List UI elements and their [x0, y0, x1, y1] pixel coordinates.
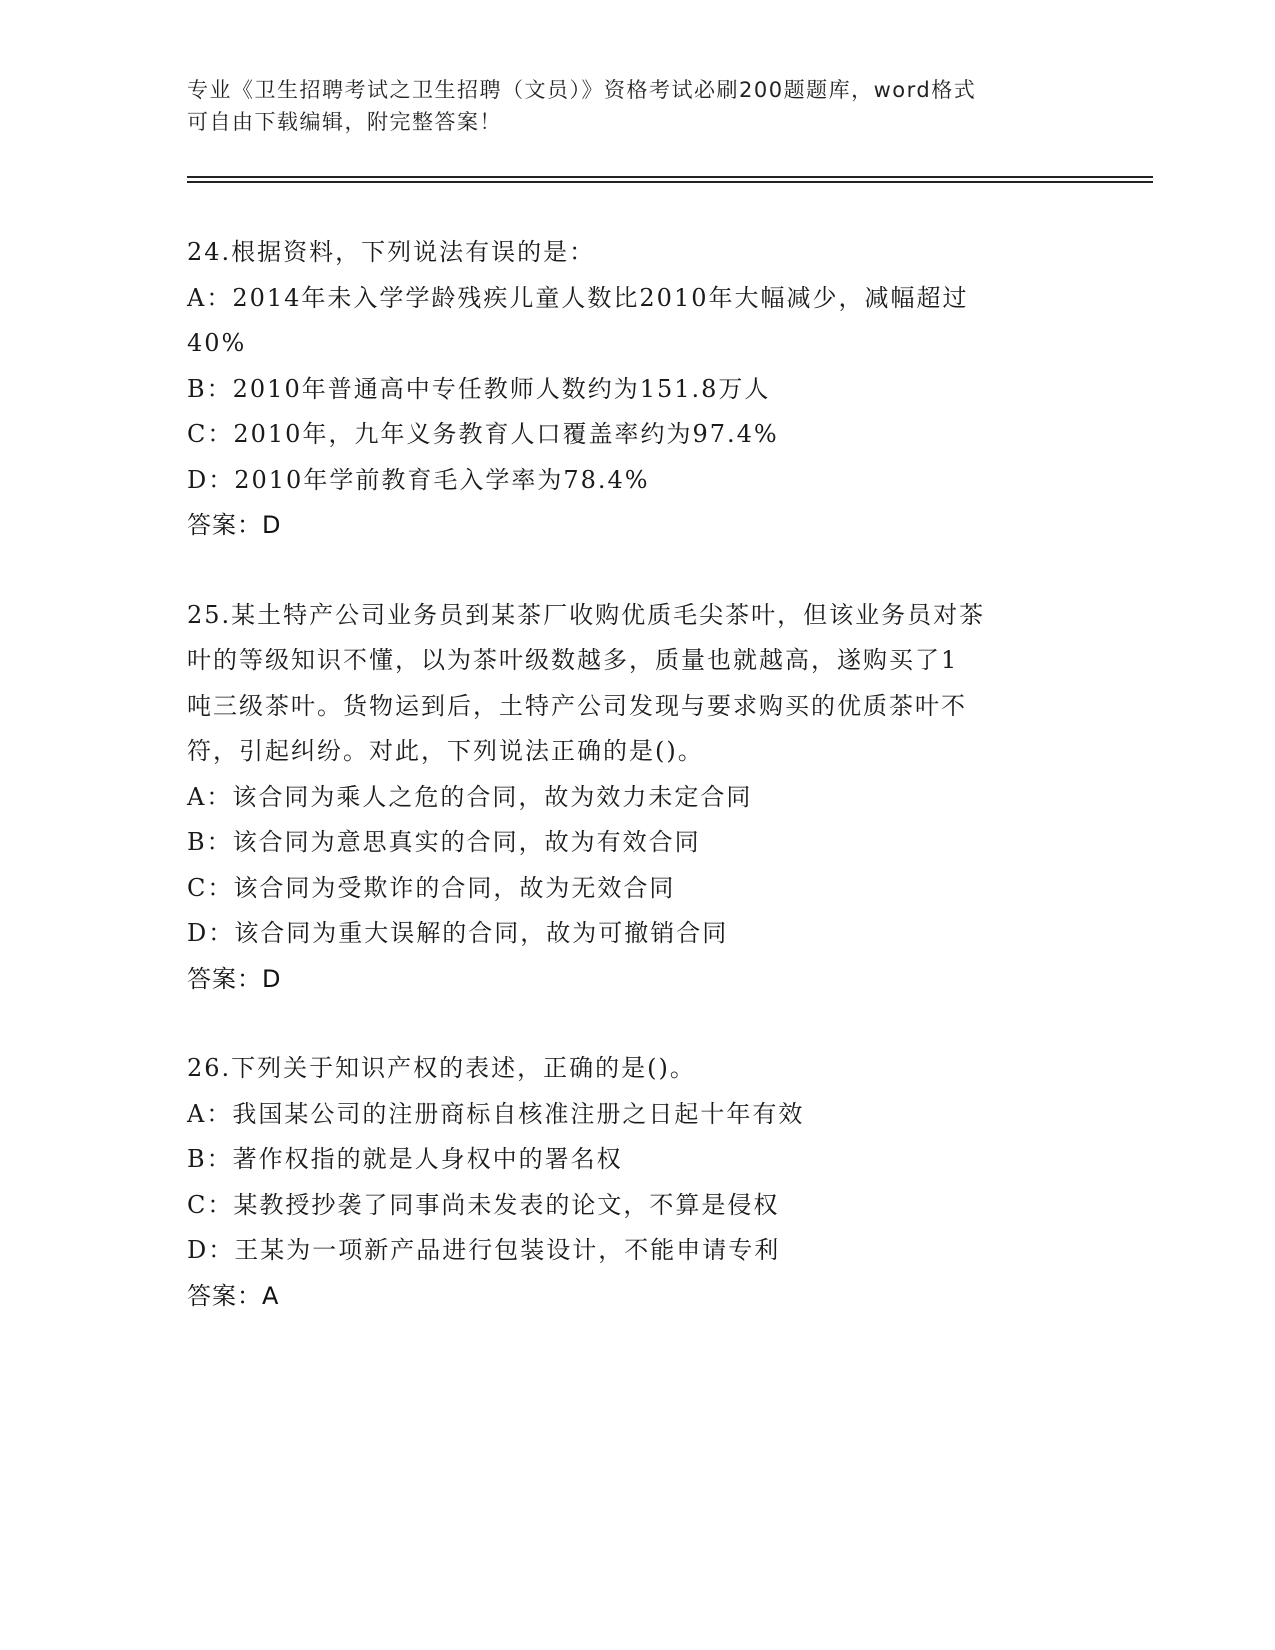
answer-label: 答案：D [187, 511, 282, 539]
question-stem-line-4: 符，引起纠纷。对此，下列说法正确的是()。 [187, 737, 704, 765]
option-a: A：该合同为乘人之危的合同，故为效力未定合同 [187, 782, 753, 811]
header-line-2: 可自由下载编辑，附完整答案！ [187, 110, 502, 134]
answer-label: 答案：A [187, 1281, 280, 1310]
option-d: D：王某为一项新产品进行包装设计，不能申请专利 [187, 1236, 781, 1264]
question-25 [187, 593, 1087, 1003]
option-a: A：我国某公司的注册商标自核准注册之日起十年有效 [187, 1099, 805, 1128]
option-b: B：该合同为意思真实的合同，故为有效合同 [187, 828, 701, 856]
option-a-continued: 40% [187, 329, 247, 357]
document-header [187, 74, 1067, 138]
question-26 [187, 1046, 1087, 1319]
option-b: B：著作权指的就是人身权中的署名权 [187, 1145, 623, 1173]
header-divider-bottom [187, 181, 1153, 183]
option-d: D：2010年学前教育毛入学率为78.4% [187, 465, 650, 494]
option-c: C：该合同为受欺诈的合同，故为无效合同 [187, 873, 676, 902]
question-list [187, 230, 1087, 1319]
question-stem-line-3: 吨三级茶叶。货物运到后，土特产公司发现与要求购买的优质茶叶不 [187, 691, 967, 720]
option-a: A：2014年未入学学龄残疾儿童人数比2010年大幅减少，减幅超过 [187, 283, 969, 312]
header-divider-top [187, 176, 1153, 178]
option-b: B：2010年普通高中专任教师人数约为151.8万人 [187, 374, 771, 403]
header-line-1: 专业《卫生招聘考试之卫生招聘（文员）》资格考试必刷200题题库，word格式 [187, 78, 977, 102]
option-c: C：2010年，九年义务教育人口覆盖率约为97.4% [187, 420, 779, 448]
question-stem: 26.下列关于知识产权的表述，正确的是()。 [187, 1054, 696, 1082]
question-stem: 24.根据资料，下列说法有误的是： [187, 238, 596, 266]
option-c: C：某教授抄袭了同事尚未发表的论文，不算是侵权 [187, 1190, 780, 1219]
question-stem-line-1: 25.某土特产公司业务员到某茶厂收购优质毛尖茶叶，但该业务员对茶 [187, 600, 986, 629]
answer-label: 答案：D [187, 964, 282, 993]
question-24 [187, 230, 1087, 549]
question-stem-line-2: 叶的等级知识不懂，以为茶叶级数越多，质量也就越高，遂购买了1 [187, 646, 959, 674]
option-d: D：该合同为重大误解的合同，故为可撤销合同 [187, 919, 729, 947]
